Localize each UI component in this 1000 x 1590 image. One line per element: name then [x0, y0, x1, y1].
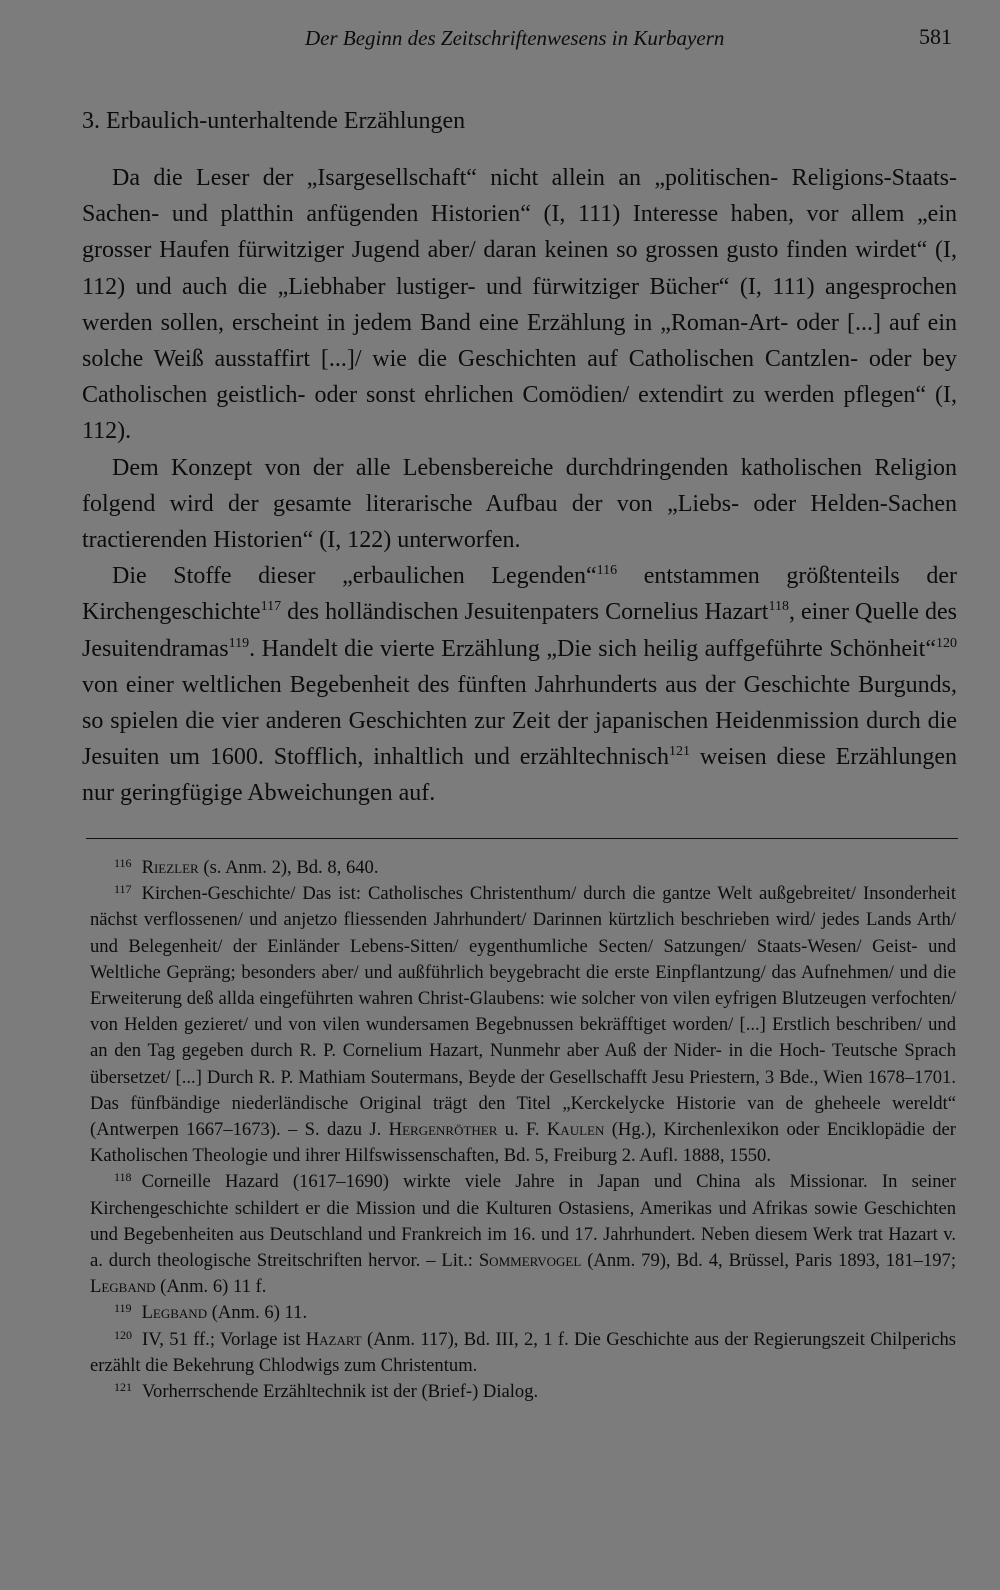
text-segment: weisen diese Erzählungen nur geringfügige Abweichungen auf. — [82, 744, 958, 807]
paragraph-3 — [82, 558, 957, 811]
footnote-121 — [90, 1379, 956, 1405]
author-name: Legband — [90, 1276, 156, 1298]
footnote-text: (Hg.), Kirchenlexikon oder Enciklopädie der Katholischen Theologie und ihrer Hilfswissenschaften, Bd. 5, Freiburg 2. Aufl. 1888, 1550. — [90, 1119, 957, 1167]
paragraph-1: Da die Leser der „Isargesellschaft“ nicht allein an „politischen- Religions-Staats-Sachen- und platthin anfügenden Historien“ (I, 111) Interesse haben, vor allem „ein grosser Haufen fürwitziger Jugend aber/ daran keinen so grossen gusto finden wirdet“ (I, 112) und auch die „Liebhaber lustiger- und fürwitziger Bücher“ (I, 111) angesprochen werden sollen, erscheint in jedem Band eine Erzählung in „Roman-Art- oder [...] auf ein solche Weiß ausstaffirt [...]/ wie die Geschichten auf Catholischen Cantzlen- oder bey Catholischen geistlich- oder sonst ehrlichen Comödien/ extendirt zu werden pflegen“ (I, 112). — [82, 165, 957, 445]
footnote-text: (Anm. 6) 11 f. — [155, 1276, 267, 1298]
footnote-number: 117 — [114, 882, 132, 897]
text-segment: des holländischen Jesuitenpaters Cornelius Hazart — [281, 599, 769, 626]
footnote-119 — [90, 1300, 956, 1326]
footnote-number: 121 — [114, 1380, 132, 1395]
text-segment: . Handelt die vierte Erzählung „Die sich heilig auffgeführte Schönheit“ — [249, 635, 936, 662]
paragraph-2: Dem Konzept von der alle Lebensbereiche durchdringenden katholischen Religion folgend wird der gesamte literarische Aufbau der von „Liebs- oder Helden-Sachen tractierenden Historien“ (I, 122) unterworfen. — [82, 454, 957, 554]
footnote-ref-116[interactable]: 116 — [596, 563, 618, 579]
footnote-ref-119[interactable]: 119 — [228, 635, 250, 651]
author-name: Kaulen — [546, 1119, 605, 1141]
author-name: Riezler — [141, 857, 199, 878]
footnote-ref-120[interactable]: 120 — [936, 635, 957, 651]
text-segment: von einer weltlichen Begebenheit des fünften Jahrhunderts aus der Geschichte Burgunds, so spielen die vier anderen Geschichten zur Zeit der japanischen Heidenmission durch die Jesuiten um 1600. Stofflich, inhaltlich und erzähltechnisch — [82, 671, 957, 771]
footnote-text: (s. Anm. 2), Bd. 8, 640. — [198, 857, 379, 878]
body-text — [82, 160, 957, 812]
footnote-text: (Anm. 117), Bd. III, 2, 1 f. Die Geschichte aus der Regierungszeit Chilperichs erzählt die Bekehrung Chlodwigs zum Christentum. — [90, 1328, 956, 1376]
footnote-text: (Anm. 6) 11. — [207, 1302, 308, 1324]
footnote-117 — [90, 881, 956, 1169]
footnote-text: IV, 51 ff.; Vorlage ist — [142, 1328, 306, 1350]
section-heading: 3. Erbaulich-unterhaltende Erzählungen — [82, 108, 466, 134]
page-number: 581 — [919, 24, 952, 49]
author-name: Hazart — [305, 1328, 362, 1350]
footnote-number: 120 — [114, 1327, 132, 1342]
text-segment: Die Stoffe dieser „erbaulichen Legenden“ — [112, 563, 597, 590]
running-title: Der Beginn des Zeitschriftenwesens in Kurbayern — [305, 26, 725, 50]
footnotes — [90, 855, 956, 1405]
text-segment: , einer Quelle des Jesuitendramas — [82, 599, 957, 662]
footnote-120 — [90, 1327, 956, 1379]
footnote-divider — [86, 838, 958, 839]
footnote-text: u. F. — [497, 1119, 547, 1141]
footnote-text: Kirchen-Geschichte/ Das ist: Catholisches Christenthum/ durch die gantze Welt außgebreitet/ Insonderheit nächst verflossenen/ und anjetzo fliessenden Jahrhundert/ Darinnen kürtzlich beschrieben wird/ jedes Lands Arth/ und Belegenheit/ der Einländer Lebens-Sitten/ eygenthumliche Secten/ Satzungen/ Staats-Wesen/ Geist- und Weltliche Gepräng; besonders aber/ und außführlich beygebracht die erste Einpflantzung/ das Aufnehmen/ und die Erweiterung deß allda eingeführten wahren Christ-Glaubens: wie solcher von vilen eyfrigen Blutzeugen verfochten/ von Helden gezieret/ und von vilen wundersamen Begebnussen bekräfftiget worden/ [...] Erstlich beschriben/ und an den Tag gegeben durch R. P. Cornelium Hazart, Nunmehr aber Auß der Nider- in die Hoch- Teutsche Sprach übersetzet/ [...] Durch R. P. Mathiam Soutermans, Beyde der Gesellschafft Jesu Priestern, 3 Bde., Wien 1678–1701. Das fünfbändige niederländische Original trägt den Titel „Kerckelycke Historie van de gheheele wereldt“ (Antwerpen 1667–1673). – S. dazu J. — [90, 883, 956, 1141]
author-name: Hergenröther — [388, 1119, 498, 1141]
footnote-ref-117[interactable]: 117 — [260, 599, 282, 615]
footnote-text: (Anm. 79), Bd. 4, Brüssel, Paris 1893, 181–197; — [581, 1250, 957, 1272]
footnote-number: 119 — [114, 1301, 132, 1316]
author-name: Sommervogel — [478, 1250, 582, 1272]
page-header — [90, 18, 960, 58]
text-segment: entstammen größtenteils der Kirchengeschichte — [82, 563, 957, 626]
footnote-118 — [90, 1169, 956, 1300]
footnote-text: Vorherrschende Erzähltechnik ist der (Brief-) Dialog. — [142, 1381, 539, 1403]
footnote-ref-121[interactable]: 121 — [669, 744, 690, 760]
author-name: Legband — [141, 1302, 208, 1324]
footnote-116 — [90, 855, 956, 881]
footnote-text: Corneille Hazard (1617–1690) wirkte viele Jahre in Japan und China als Missionar. In seiner Kirchengeschichte schildert er die Mission und die Kulturen Ostasiens, Amerikas und Afrikas sowie Geschichten und Begebenheiten aus Deutschland und Frankreich im 16. und 17. Jahrhundert. Neben diesem Werk trat Hazart v. a. durch theologische Streitschriften hervor. – Lit.: — [90, 1171, 956, 1272]
footnote-number: 118 — [114, 1170, 132, 1185]
footnote-ref-118[interactable]: 118 — [768, 599, 789, 615]
footnote-number: 116 — [114, 856, 132, 870]
